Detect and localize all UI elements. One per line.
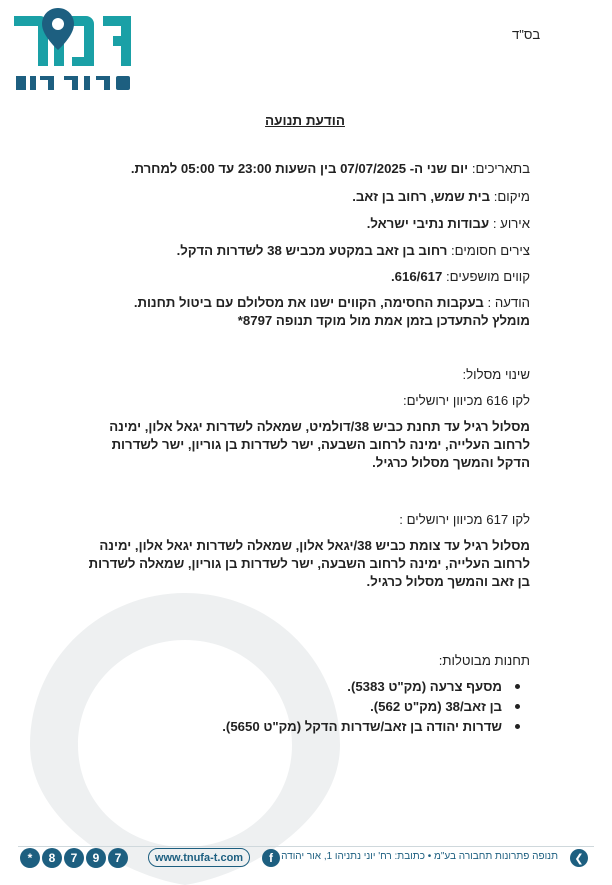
affected-lines-row <box>391 268 530 285</box>
page-title: הודעת תנועה <box>265 113 345 128</box>
closed-roads-row <box>177 242 530 259</box>
dial-digit: 7 <box>108 848 128 868</box>
notice-value: בעקבות החסימה, הקווים ישנו את מסלולם עם ביטול תחנות. <box>133 295 484 310</box>
dates-row <box>131 160 530 177</box>
company-address: תנופה פתרונות תחבורה בע"מ • כתובת: רח' יוני נתניהו 1, אור יהודה <box>281 851 558 862</box>
list-item: שדרות יהודה בן זאב/שדרות הדקל (מק"ט 5650). <box>222 719 502 735</box>
tnufa-logo <box>8 6 138 98</box>
website-link[interactable]: www.tnufa-t.com <box>148 848 250 867</box>
list-item: בן זאב/38 (מק"ט 562). <box>222 698 502 715</box>
dial-digit: 7 <box>64 848 84 868</box>
recommend-text: מומלץ להתעדכן בזמן אמת מול מוקד תנופה 8797* <box>237 313 530 328</box>
closed-roads-value: רחוב בן זאב במקטע מכביש 38 לשדרות הדקל. <box>176 243 448 258</box>
dates-label: בתאריכים: <box>471 161 530 176</box>
notice-label: הודעה : <box>487 295 530 310</box>
footer-divider <box>18 846 594 847</box>
route-change-heading: שינוי מסלול: <box>462 367 530 382</box>
cancelled-stations-list <box>222 678 524 738</box>
dial-digit: 9 <box>86 848 106 868</box>
facebook-icon[interactable]: f <box>262 849 280 867</box>
location-label: מיקום: <box>493 189 530 204</box>
location-value: בית שמש, רחוב בן זאב. <box>352 189 491 204</box>
besd-mark: בס"ד <box>512 27 541 42</box>
affected-lines-label: קווים מושפעים: <box>446 269 530 284</box>
dates-value: יום שני ה- 07/07/2025 בין השעות 23:00 עד 05:00 למחרת. <box>130 161 469 176</box>
affected-lines-value: 616/617. <box>390 269 443 284</box>
call-center-number[interactable] <box>20 848 128 868</box>
dial-digit: 8 <box>42 848 62 868</box>
line-617-heading: לקו 617 מכיוון ירושלים : <box>399 512 530 527</box>
line-616-heading: לקו 616 מכיוון ירושלים: <box>402 393 530 408</box>
line-617-route: מסלול רגיל עד צומת כביש 38/יגאל אלון, שמאלה לשדרות יגאל אלון, ימינה לרחוב העלייה, ימינה לרחוב השבעה, ישר לשדרות בן גוריון, שמאלה לשדרות בן זאב והמשך מסלול כרגיל. <box>88 538 530 589</box>
event-value: עבודות נתיבי ישראל. <box>366 216 490 231</box>
cancelled-stations-heading: תחנות מבוטלות: <box>438 653 530 668</box>
list-item: מסעף צרעה (מק"ט 5383). <box>222 678 502 695</box>
location-row <box>352 188 530 205</box>
line-616-route: מסלול רגיל עד תחנת כביש 38/דולמיט, שמאלה לשדרות יגאל אלון, ימינה לרחוב העלייה, ימינה לרחוב השבעה, ישר לשדרות בן גוריון, ישר לשדרות הדקל והמשך מסלול כרגיל. <box>109 419 530 470</box>
event-row <box>367 215 530 232</box>
chevron-left-icon: ❮ <box>570 849 588 867</box>
event-label: אירוע : <box>492 216 530 231</box>
closed-roads-label: צירים חסומים: <box>450 243 530 258</box>
notice-row <box>134 294 530 311</box>
footer <box>0 836 612 878</box>
dial-digit: * <box>20 848 40 868</box>
